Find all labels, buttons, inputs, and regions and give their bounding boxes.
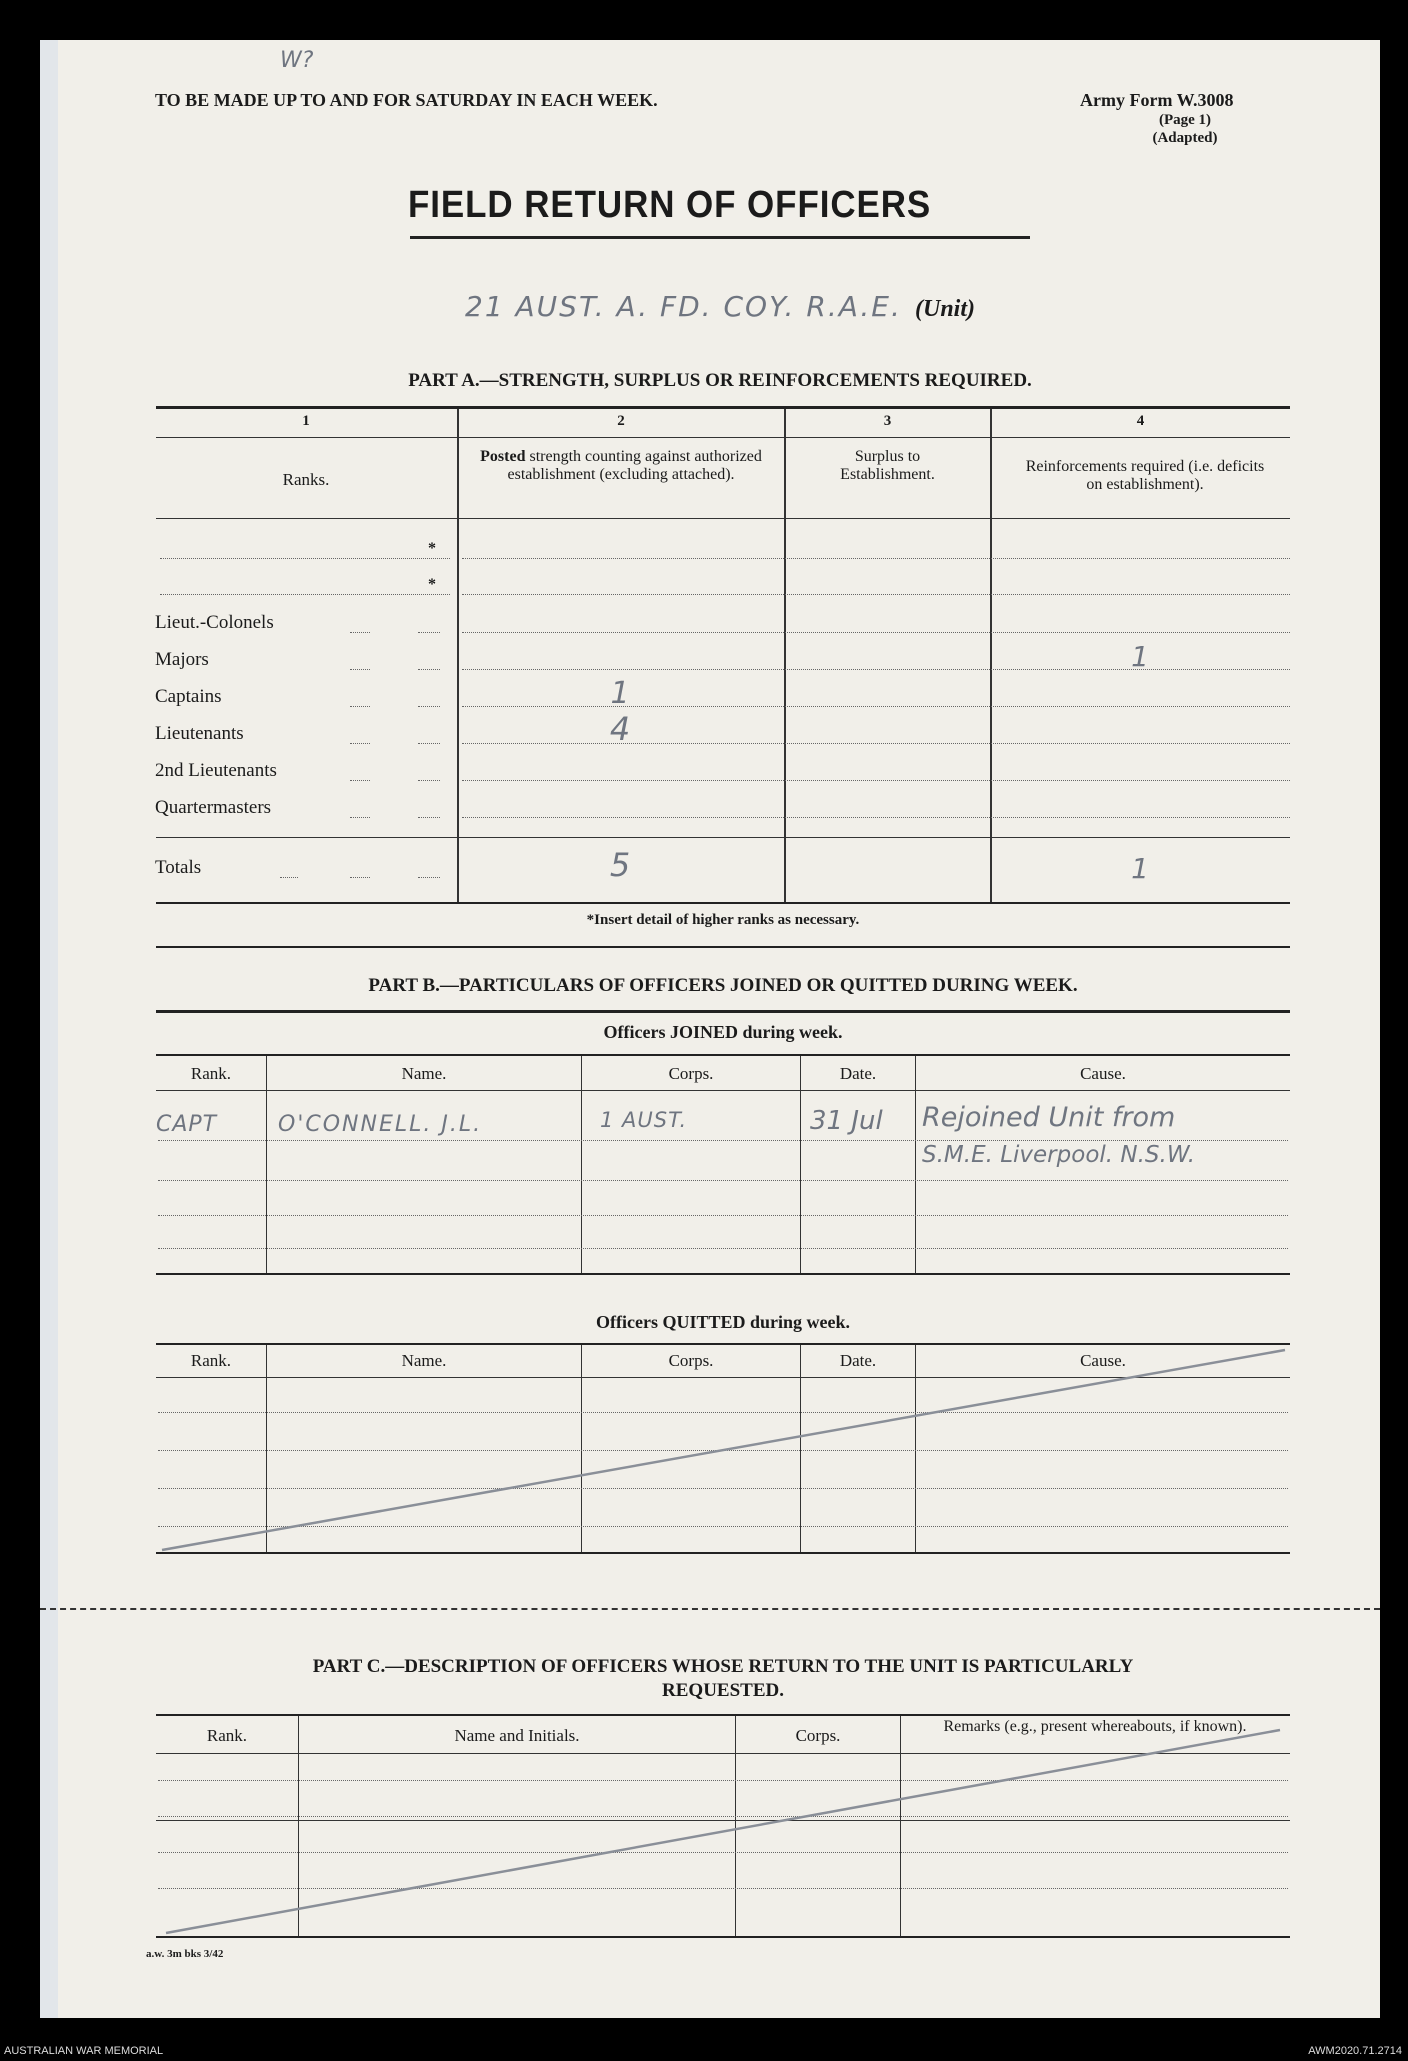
page-number: (Page 1) [1158,112,1212,128]
part-c-col-rank: Rank. [206,1726,248,1745]
adapted-note: (Adapted) [1152,130,1218,146]
rank-majors: Majors [155,649,209,670]
form-number: Army Form W.3008 [1080,90,1234,110]
asterisk-1: * [428,540,436,557]
reinf-majors: 1 [1131,640,1149,673]
print-code: a.w. 3m bks 3/42 [146,1948,224,1960]
joined-col-cause: Cause. [1080,1064,1126,1083]
totals-label: Totals [155,857,202,878]
col-header-posted-bold: Posted [480,448,526,465]
unit-label: (Unit) [915,296,975,322]
quitted-col-rank: Rank. [190,1351,232,1370]
joined-rank: CAPT [156,1112,218,1137]
footer-left: AUSTRALIAN WAR MEMORIAL [4,2045,164,2057]
part-c-heading-line2: REQUESTED. [662,1680,784,1701]
posted-captains: 1 [610,676,630,711]
totals-posted: 5 [609,846,631,884]
joined-col-date: Date. [839,1064,877,1083]
part-c-strike-line [166,1730,1280,1933]
quitted-col-corps: Corps. [668,1351,714,1370]
col-header-ranks: Ranks. [282,470,330,489]
quitted-col-cause: Cause. [1080,1351,1126,1370]
part-a-heading: PART A.—STRENGTH, SURPLUS OR REINFORCEMENTS REQUIRED. [408,370,1032,391]
part-b-heading: PART B.—PARTICULARS OF OFFICERS JOINED OR QUITTED DURING WEEK. [368,975,1078,996]
strike-lines [40,40,1380,2018]
footer-right: AWM2020.71.2714 [1308,2045,1402,2057]
col-number-3: 3 [883,413,892,429]
joined-col-corps: Corps. [668,1064,714,1083]
part-a-footnote: *Insert detail of higher ranks as necessary. [586,912,860,928]
rank-captains: Captains [155,686,222,707]
joined-cause-line1: Rejoined Unit from [922,1102,1176,1133]
joined-col-rank: Rank. [190,1064,232,1083]
joined-date: 31 Jul [810,1106,883,1136]
joined-col-name: Name. [401,1064,447,1083]
joined-title: Officers JOINED during week. [603,1022,843,1042]
col-number-1: 1 [302,413,310,429]
quitted-strike-line [162,1350,1285,1550]
part-c-col-name: Name and Initials. [454,1726,580,1745]
quitted-col-date: Date. [839,1351,877,1370]
col-header-reinforcements: Reinforcements required (i.e. deficits on establishment). [1025,458,1265,493]
rank-2nd-lieutenants: 2nd Lieutenants [155,760,277,781]
totals-reinf: 1 [1131,852,1149,885]
margin-note: W? [280,48,314,73]
rank-lieutenants: Lieutenants [155,723,244,744]
part-c-col-remarks: Remarks (e.g., present whereabouts, if known). [943,1718,1247,1735]
col-header-surplus: Surplus to Establishment. [840,448,935,483]
joined-name: O'CONNELL. J.L. [278,1112,483,1137]
quitted-col-name: Name. [401,1351,447,1370]
form-page [40,40,1380,2018]
rank-lieut-colonels: Lieut.-Colonels [155,612,274,633]
unit-value: 21 AUST. A. FD. COY. R.A.E. [465,290,902,323]
quitted-title: Officers QUITTED during week. [596,1312,850,1332]
joined-corps: 1 AUST. [600,1108,688,1132]
instruction-text: TO BE MADE UP TO AND FOR SATURDAY IN EACH WEEK. [155,90,658,110]
col-header-posted-rest: strength counting against authorized establishment (excluding attached). [507,448,762,483]
joined-cause-line2: S.M.E. Liverpool. N.S.W. [922,1142,1196,1168]
part-c-heading-line1: PART C.—DESCRIPTION OF OFFICERS WHOSE RETURN TO THE UNIT IS PARTICULARLY [312,1656,1134,1677]
col-number-2: 2 [617,413,625,429]
col-number-4: 4 [1136,413,1145,429]
part-c-col-corps: Corps. [795,1726,841,1745]
page-title: FIELD RETURN OF OFFICERS [408,184,932,226]
rank-quartermasters: Quartermasters [155,797,272,818]
asterisk-2: * [428,576,436,593]
posted-lieutenants: 4 [609,710,631,748]
